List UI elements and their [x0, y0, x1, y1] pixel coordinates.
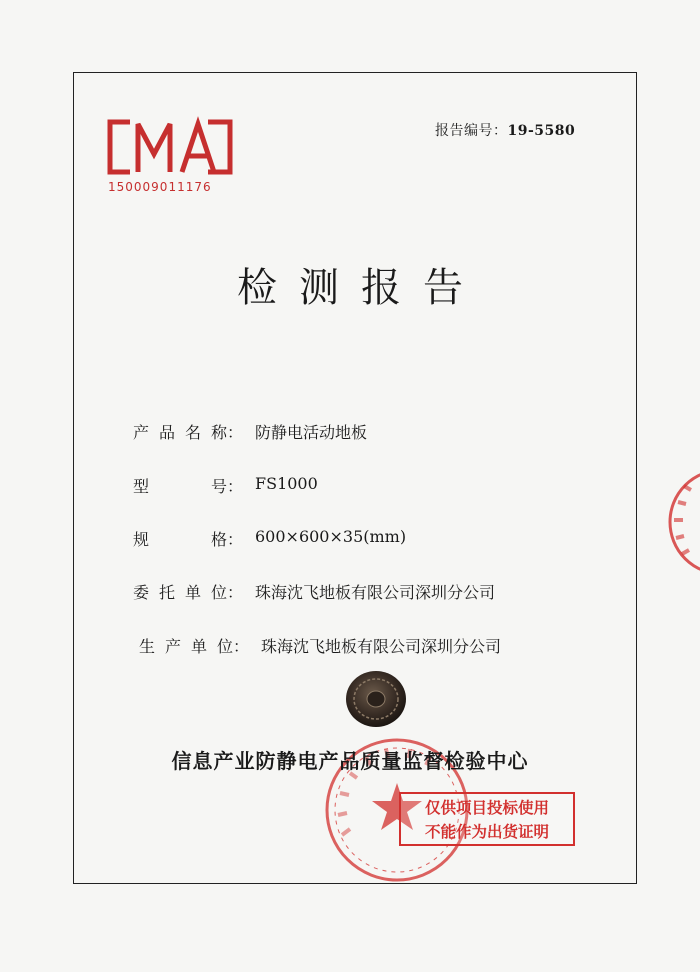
usage-restriction-stamp — [399, 792, 575, 846]
side-red-stamp — [660, 462, 700, 582]
field-model — [133, 474, 318, 497]
field-client — [133, 580, 495, 603]
usage-note-line2: 不能作为出货证明 — [424, 823, 549, 841]
field-value: 珠海沈飞地板有限公司深圳分公司 — [261, 637, 502, 656]
cma-certificate-code: 150009011176 — [108, 180, 212, 194]
report-number-label: 报告编号： — [435, 123, 508, 139]
usage-note-line1: 仅供项目投标使用 — [424, 799, 549, 817]
field-label: 型 号： — [133, 477, 243, 496]
field-value: 600×600×35(mm) — [255, 527, 407, 546]
issuing-organization: 信息产业防静电产品质量监督检验中心 — [171, 749, 529, 773]
embossed-seal — [345, 670, 407, 728]
field-product-name — [133, 420, 367, 443]
field-label: 规 格： — [133, 530, 243, 549]
field-label: 委 托 单 位： — [133, 583, 243, 602]
field-value: FS1000 — [255, 474, 318, 493]
report-number — [435, 120, 575, 140]
field-spec — [133, 527, 406, 550]
field-manufacturer — [139, 634, 501, 657]
field-label: 生 产 单 位： — [139, 637, 249, 656]
page-title: 检测报告 — [237, 265, 485, 311]
field-label: 产 品 名 称： — [133, 423, 243, 442]
report-number-value: 19-5580 — [507, 123, 576, 139]
field-value: 防静电活动地板 — [255, 423, 368, 442]
field-value: 珠海沈飞地板有限公司深圳分公司 — [255, 583, 496, 602]
